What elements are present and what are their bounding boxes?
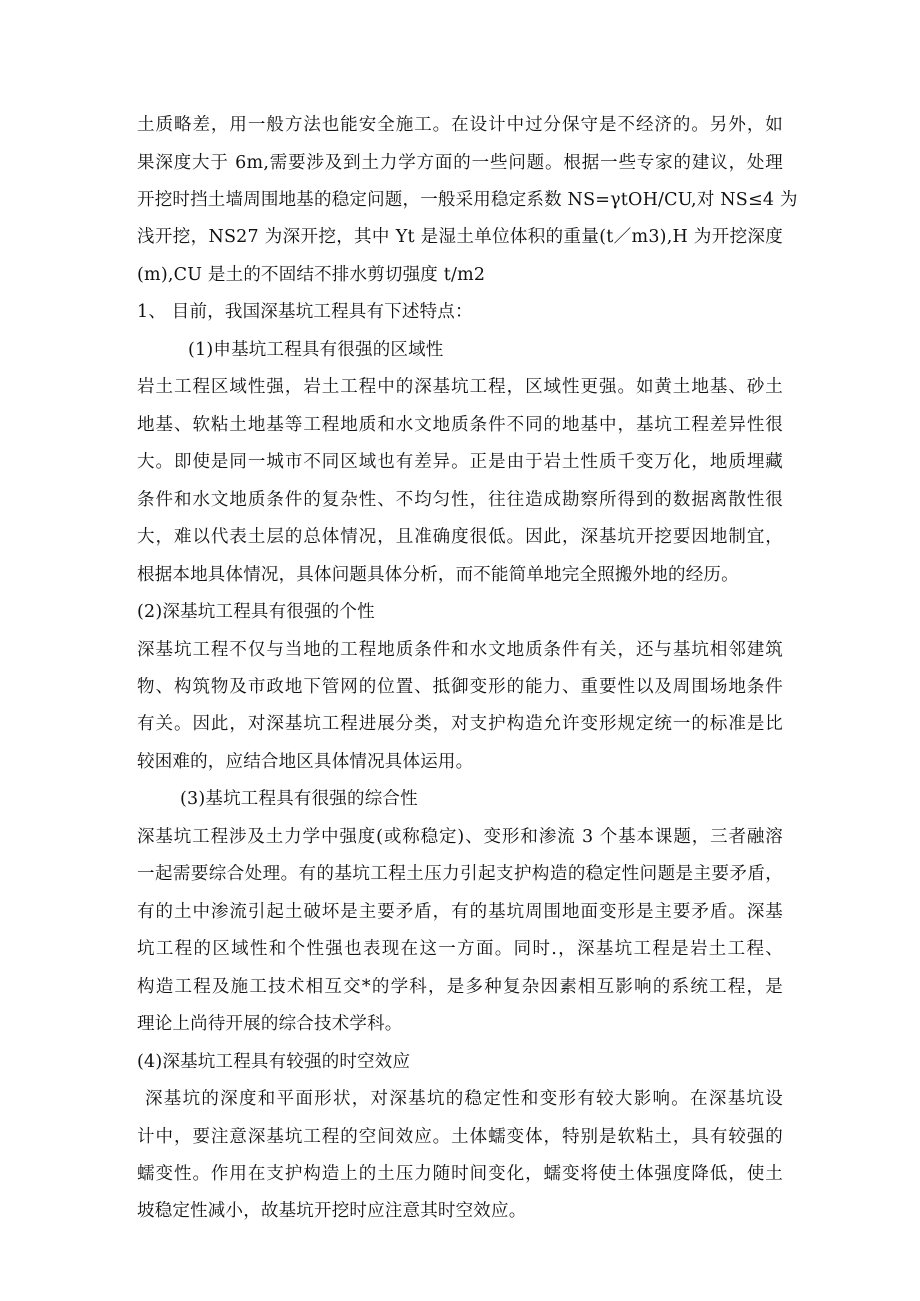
paragraph-line: 土质略差，用一般方法也能安全施工。在设计中过分保守是不经济的。另外，如 (137, 115, 783, 135)
paragraph-line: 构造工程及施工技术相互交*的学科，是多种复杂因素相互影响的系统工程，是 (137, 977, 783, 997)
paragraph-line: 浅开挖，NS27 为深开挖，其中 Yt 是湿土单位体积的重量(t／m3),H 为开挖深度 (137, 227, 783, 247)
subsection-heading: (3)基坑工程具有很强的综合性 (180, 789, 418, 809)
paragraph-line: 岩土工程区域性强，岩土工程中的深基坑工程，区域性更强。如黄土地基、砂土 (137, 377, 783, 397)
paragraph-line: 有的土中渗流引起土破坏是主要矛盾，有的基坑周围地面变形是主要矛盾。深基 (137, 902, 783, 922)
subsection-heading: (4)深基坑工程具有较强的时空效应 (137, 1052, 411, 1072)
paragraph-line: 计中，要注意深基坑工程的空间效应。土体蠕变体，特别是软粘土，具有较强的 (137, 1127, 783, 1147)
paragraph-line: 一起需要综合处理。有的基坑工程土压力引起支护构造的稳定性问题是主要矛盾， (137, 864, 783, 884)
paragraph-line: 条件和水文地质条件的复杂性、不均匀性，往往造成勘察所得到的数据离散性很 (137, 490, 783, 510)
paragraph-line: 坡稳定性减小，故基坑开挖时应注意其时空效应。 (137, 1201, 527, 1221)
paragraph-line: 坑工程的区域性和个性强也表现在这一方面。同时.，深基坑工程是岩土工程、 (137, 939, 783, 959)
paragraph-line: 大。即使是同一城市不同区域也有差异。正是由于岩土性质千变万化，地质埋藏 (137, 452, 783, 472)
paragraph-line: 大，难以代表土层的总体情况，且准确度很低。因此，深基坑开挖要因地制宜， (137, 527, 783, 547)
paragraph-line: 开挖时挡土墙周围地基的稳定问题，一般采用稳定系数 NS=γtOH/CU,对 NS≤4 为 (137, 190, 798, 210)
subsection-heading: (1)申基坑工程具有很强的区域性 (188, 340, 444, 360)
paragraph-line: 地基、软粘土地基等工程地质和水文地质条件不同的地基中，基坑工程差异性很 (137, 415, 783, 435)
paragraph-line: 物、构筑物及市政地下管网的位置、抵御变形的能力、重要性以及周围场地条件 (137, 677, 783, 697)
paragraph-line: (m),CU 是土的不固结不排水剪切强度 t/m2 (137, 265, 486, 285)
paragraph-line: 深基坑工程不仅与当地的工程地质条件和水文地质条件有关，还与基坑相邻建筑 (137, 640, 783, 660)
paragraph-line: 深基坑工程涉及土力学中强度(或称稳定)、变形和渗流 3 个基本课题，三者融溶 (137, 827, 783, 847)
paragraph-line: 果深度大于 6m,需要涉及到土力学方面的一些问题。根据一些专家的建议，处理 (137, 153, 783, 173)
paragraph-line: 理论上尚待开展的综合技术学科。 (137, 1014, 403, 1034)
paragraph-line: 蠕变性。作用在支护构造上的土压力随时间变化，蠕变将使土体强度降低，使土 (137, 1164, 783, 1184)
section-heading: 1、 目前，我国深基坑工程具有下述特点： (137, 302, 473, 322)
paragraph-line: 深基坑的深度和平面形状，对深基坑的稳定性和变形有较大影响。在深基坑设 (145, 1089, 783, 1109)
paragraph-line: 较困难的，应结合地区具体情况具体运用。 (137, 752, 474, 772)
paragraph-line: 有关。因此，对深基坑工程进展分类，对支护构造允许变形规定统一的标准是比 (137, 714, 783, 734)
paragraph-line: 根据本地具体情况，具体问题具体分析，而不能简单地完全照搬外地的经历。 (137, 565, 739, 585)
subsection-heading: (2)深基坑工程具有很强的个性 (137, 602, 375, 622)
